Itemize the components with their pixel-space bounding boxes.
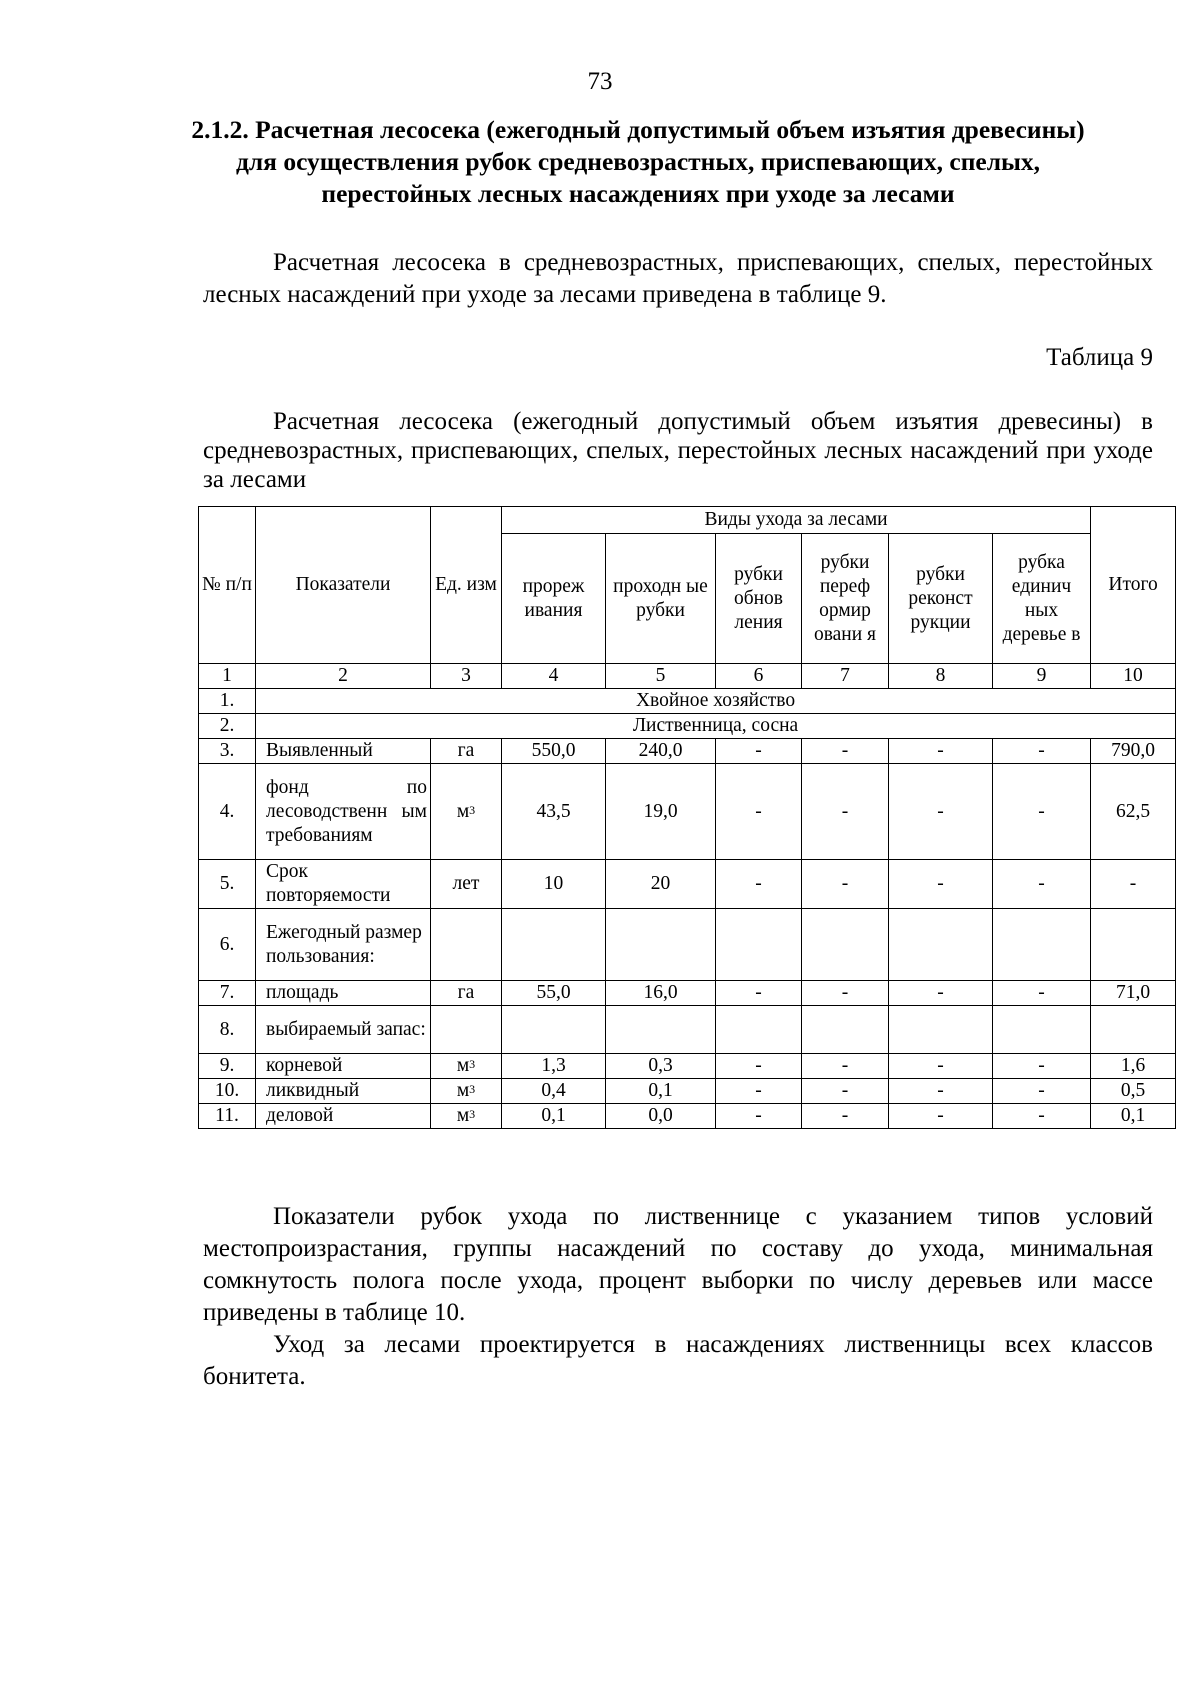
row-total: 0,1 xyxy=(1091,1104,1176,1129)
header-num: № п/п xyxy=(199,507,256,664)
row-indicator: Срок повторяемости xyxy=(256,860,431,909)
row-unit xyxy=(431,1006,502,1054)
unit-text: лет xyxy=(452,873,480,894)
row-total xyxy=(1091,909,1176,981)
unit-text: м xyxy=(456,800,470,822)
unit-text: га xyxy=(457,982,475,1003)
unit-text: га xyxy=(457,740,475,761)
row-value xyxy=(993,1006,1091,1054)
column-number: 10 xyxy=(1091,664,1176,689)
allowable-cut-table xyxy=(198,506,1176,1129)
row-indicator: ликвидный xyxy=(256,1079,431,1104)
row-value: - xyxy=(802,981,889,1006)
unit-text: м xyxy=(456,1055,470,1076)
column-number: 7 xyxy=(802,664,889,689)
column-number: 8 xyxy=(889,664,993,689)
row-value: 20 xyxy=(606,860,716,909)
unit-text: м xyxy=(456,1105,470,1126)
row-value: - xyxy=(993,739,1091,764)
row-num: 8. xyxy=(199,1006,256,1054)
table-caption: Расчетная лесосека (ежегодный допустимый объем изъятия древесины) в средневозрастных, приспевающих, спелых, перестойных лесных насаждений при уходе за лесами xyxy=(203,408,1153,493)
row-num: 3. xyxy=(199,739,256,764)
row-value: 240,0 xyxy=(606,739,716,764)
table-row xyxy=(199,764,1176,860)
body-paragraph-3: Уход за лесами проектируется в насаждениях лиственницы всех классов бонитета. xyxy=(203,1331,1153,1390)
row-total xyxy=(1091,1006,1176,1054)
row-value: - xyxy=(889,739,993,764)
section-label: Хвойное хозяйство xyxy=(256,689,1176,714)
section-row xyxy=(199,689,1176,714)
row-value: 19,0 xyxy=(606,764,716,860)
row-unit xyxy=(431,739,502,764)
row-value: - xyxy=(889,981,993,1006)
row-value: - xyxy=(802,1104,889,1129)
header-type-2: проходн ые рубки xyxy=(606,534,716,664)
row-value xyxy=(716,909,802,981)
row-num: 11. xyxy=(199,1104,256,1129)
row-value: - xyxy=(716,739,802,764)
row-total: 0,5 xyxy=(1091,1079,1176,1104)
unit-superscript: 3 xyxy=(469,802,476,817)
row-value: - xyxy=(889,764,993,860)
column-numbering-row xyxy=(199,664,1176,689)
section-label: Лиственница, сосна xyxy=(256,714,1176,739)
row-value: - xyxy=(716,981,802,1006)
row-total: 62,5 xyxy=(1091,764,1176,860)
row-value: 0,0 xyxy=(606,1104,716,1129)
row-indicator: площадь xyxy=(256,981,431,1006)
header-type-4: рубки переф ормир овани я xyxy=(802,534,889,664)
header-indicator: Показатели xyxy=(256,507,431,664)
row-value xyxy=(606,909,716,981)
row-unit xyxy=(431,860,502,909)
row-value: - xyxy=(889,1104,993,1129)
row-num: 4. xyxy=(199,764,256,860)
table-row xyxy=(199,739,1176,764)
row-value: 0,4 xyxy=(502,1079,606,1104)
row-num: 5. xyxy=(199,860,256,909)
row-unit xyxy=(431,981,502,1006)
row-value: - xyxy=(802,860,889,909)
row-num: 2. xyxy=(199,714,256,739)
row-value xyxy=(993,909,1091,981)
row-value: 0,1 xyxy=(502,1104,606,1129)
row-value: - xyxy=(716,764,802,860)
table-row xyxy=(199,1054,1176,1079)
row-value: 0,1 xyxy=(606,1079,716,1104)
row-indicator: выбираемый запас: xyxy=(256,1006,431,1054)
table-row xyxy=(199,860,1176,909)
row-indicator: Ежегодный размер пользования: xyxy=(256,909,431,981)
row-value xyxy=(802,909,889,981)
header-type-1: прореж ивания xyxy=(502,534,606,664)
row-value: - xyxy=(716,1104,802,1129)
row-unit xyxy=(431,909,502,981)
row-indicator: корневой xyxy=(256,1054,431,1079)
row-value: - xyxy=(716,1054,802,1079)
column-number: 4 xyxy=(502,664,606,689)
row-value: 55,0 xyxy=(502,981,606,1006)
header-unit: Ед. изм xyxy=(431,507,502,664)
row-num: 6. xyxy=(199,909,256,981)
unit-superscript: 3 xyxy=(469,1107,476,1121)
column-number: 1 xyxy=(199,664,256,689)
column-number: 3 xyxy=(431,664,502,689)
row-value xyxy=(802,1006,889,1054)
row-total: - xyxy=(1091,860,1176,909)
row-unit xyxy=(431,1104,502,1129)
table-label: Таблица 9 xyxy=(1046,344,1153,371)
row-indicator: деловой xyxy=(256,1104,431,1129)
table-row xyxy=(199,1104,1176,1129)
row-value: - xyxy=(993,764,1091,860)
row-unit xyxy=(431,1079,502,1104)
table-row xyxy=(199,1006,1176,1054)
row-num: 7. xyxy=(199,981,256,1006)
row-value: 16,0 xyxy=(606,981,716,1006)
row-value xyxy=(889,909,993,981)
row-value xyxy=(502,909,606,981)
row-value: - xyxy=(889,1079,993,1104)
row-value: - xyxy=(889,860,993,909)
column-number: 9 xyxy=(993,664,1091,689)
column-number: 6 xyxy=(716,664,802,689)
row-num: 9. xyxy=(199,1054,256,1079)
row-value: - xyxy=(802,1079,889,1104)
row-value: - xyxy=(993,1054,1091,1079)
section-heading: 2.1.2. Расчетная лесосека (ежегодный допустимый объем изъятия древесины) для осуществления рубок средневозрастных, приспевающих, спелых, перестойных лесных насаждениях при уходе за лесами xyxy=(191,115,1085,208)
header-type-3: рубки обнов ления xyxy=(716,534,802,664)
row-value: 550,0 xyxy=(502,739,606,764)
row-value: - xyxy=(802,1054,889,1079)
row-value: - xyxy=(993,981,1091,1006)
unit-text: м xyxy=(456,1080,470,1101)
row-value xyxy=(606,1006,716,1054)
row-value: 10 xyxy=(502,860,606,909)
column-number: 2 xyxy=(256,664,431,689)
row-value: - xyxy=(802,764,889,860)
row-value: 43,5 xyxy=(502,764,606,860)
row-value: - xyxy=(993,1079,1091,1104)
row-indicator: Выявленный xyxy=(256,739,431,764)
header-care-types: Виды ухода за лесами xyxy=(502,507,1091,534)
row-value: - xyxy=(716,860,802,909)
row-num: 1. xyxy=(199,689,256,714)
row-value: - xyxy=(993,860,1091,909)
body-paragraph-2: Показатели рубок ухода по лиственнице с указанием типов условий местопроизрастания, группы насаждений по составу до ухода, минимальная сомкнутость полога после ухода, процент выборки по числу деревьев или массе приведены в таблице 10. xyxy=(203,1203,1153,1326)
row-total: 790,0 xyxy=(1091,739,1176,764)
row-num: 10. xyxy=(199,1079,256,1104)
row-value: - xyxy=(889,1054,993,1079)
row-value: 0,3 xyxy=(606,1054,716,1079)
unit-superscript: 3 xyxy=(469,1082,476,1096)
row-value: - xyxy=(716,1079,802,1104)
header-type-5: рубки реконст рукции xyxy=(889,534,993,664)
row-value: 1,3 xyxy=(502,1054,606,1079)
header-type-6: рубка единич ных деревье в xyxy=(993,534,1091,664)
row-total: 71,0 xyxy=(1091,981,1176,1006)
column-number: 5 xyxy=(606,664,716,689)
row-total: 1,6 xyxy=(1091,1054,1176,1079)
page-number: 73 xyxy=(587,68,613,95)
row-unit xyxy=(431,764,502,860)
row-indicator: фонд по лесоводственн ым требованиям xyxy=(256,764,431,860)
intro-paragraph: Расчетная лесосека в средневозрастных, приспевающих, спелых, перестойных лесных насаждений при уходе за лесами приведена в таблице 9. xyxy=(203,249,1153,308)
row-value xyxy=(716,1006,802,1054)
table-row xyxy=(199,909,1176,981)
row-value: - xyxy=(993,1104,1091,1129)
row-value xyxy=(889,1006,993,1054)
row-value xyxy=(502,1006,606,1054)
table-row xyxy=(199,981,1176,1006)
table-row xyxy=(199,1079,1176,1104)
header-total: Итого xyxy=(1091,507,1176,664)
unit-superscript: 3 xyxy=(469,1057,476,1071)
row-value: - xyxy=(802,739,889,764)
section-row xyxy=(199,714,1176,739)
row-unit xyxy=(431,1054,502,1079)
